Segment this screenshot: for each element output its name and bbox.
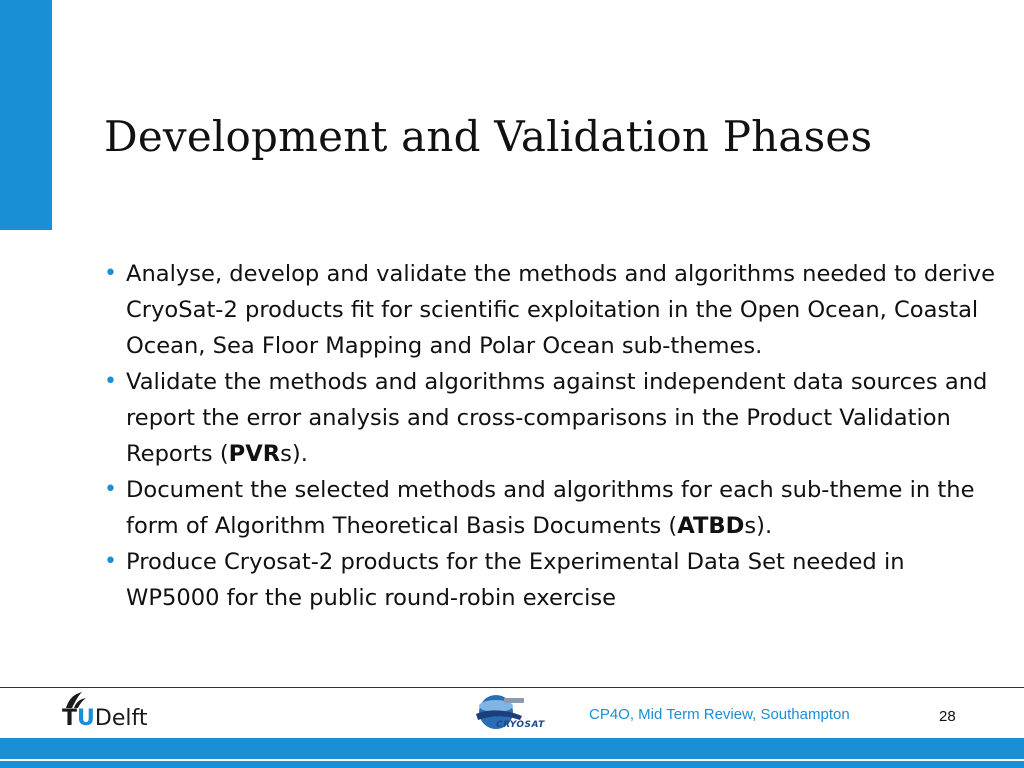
footer-band-stripe [0, 759, 1024, 761]
bullet-item [104, 256, 1004, 364]
bullet-dot-icon: • [104, 549, 117, 574]
footer-band [0, 738, 1024, 768]
bullet-item [104, 544, 1004, 616]
tudelft-wordmark: TUDelft [62, 706, 148, 731]
bullet-dot-icon: • [104, 261, 117, 286]
bullet-dot-icon: • [104, 369, 117, 394]
cryosat-wordmark: CRYOSAT [496, 720, 545, 730]
bullet-text: s). [744, 513, 773, 539]
tudelft-logo [62, 690, 172, 738]
cryosat-emblem-icon [462, 690, 558, 738]
page-number: 28 [939, 708, 956, 725]
footer-caption: CP4O, Mid Term Review, Southampton [589, 706, 850, 723]
bullet-item [104, 364, 1004, 472]
bullet-dot-icon: • [104, 477, 117, 502]
bullet-item [104, 472, 1004, 544]
bullet-emphasis: PVR [228, 441, 281, 467]
bullet-list [104, 256, 1004, 616]
footer-divider [0, 687, 1024, 688]
bullet-emphasis: ATBD [677, 513, 745, 539]
slide-title: Development and Validation Phases [104, 112, 873, 161]
bullet-text: Produce Cryosat-2 products for the Experimental Data Set needed in WP5000 for the public round-robin exercise [126, 549, 905, 611]
accent-bar [0, 0, 52, 230]
bullet-text: Validate the methods and algorithms against independent data sources and report the error analysis and cross-comparisons in the Product Validation Reports ( [126, 369, 988, 467]
bullet-text: Analyse, develop and validate the methods and algorithms needed to derive CryoSat-2 products fit for scientific exploitation in the Open Ocean, Coastal Ocean, Sea Floor Mapping and Polar Ocean sub-themes. [126, 261, 996, 359]
bullet-text: s). [280, 441, 308, 467]
cryosat-logo [462, 690, 558, 738]
bullet-text: Document the selected methods and algorithms for each sub-theme in the form of Algorithm Theoretical Basis Documents ( [126, 477, 975, 539]
